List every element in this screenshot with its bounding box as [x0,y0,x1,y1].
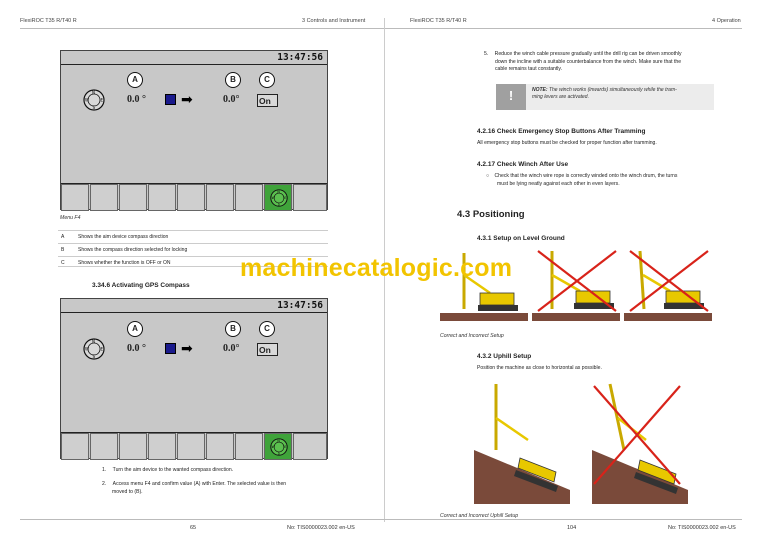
label-b: B [225,72,241,88]
header-rule [20,28,742,29]
step-text: Access menu F4 and confirm value (A) with Enter. The selected value is then [112,481,287,487]
heading-431: 4.3.1 Setup on Level Ground [477,235,565,242]
paragraph-432: Position the machine as close to horizontal as possible. [477,365,602,371]
clock-display: 13:47:56 [277,300,323,311]
table-key: B [61,247,65,253]
heading-43-positioning: 4.3 Positioning [457,209,525,220]
title-separator [61,64,327,65]
svg-text:E: E [284,196,287,201]
menu-f4-screen [60,50,328,210]
right-footer-doc: No: TIS0000023.002 en-US [668,525,736,531]
function-key-f4[interactable] [148,184,176,211]
svg-text:E: E [284,445,287,450]
compass-icon [270,438,288,456]
step-number: 5. [484,51,489,57]
function-key-f3[interactable] [119,184,147,211]
function-key-f2[interactable] [90,433,118,460]
note-line: The winch works (inwards) simultaneously while the tram- [547,87,677,93]
level-setup-caption: Correct and Incorrect Setup [440,333,504,339]
svg-text:N: N [92,339,95,344]
table-key: A [61,234,65,240]
arrow-right-icon: ➡ [181,340,193,356]
uphill-setup-figure [474,378,688,508]
bullet-marker: ○ [486,173,490,179]
menu-f4-caption: Menu F4 [60,215,81,221]
label-a: A [127,72,143,88]
table-key: C [61,260,65,266]
value-b: 0.0° [223,94,240,105]
function-key-bar [61,433,327,460]
note-text [532,87,677,102]
svg-text:N: N [92,90,95,95]
function-key-f1[interactable] [61,184,89,211]
function-key-f7[interactable] [235,433,263,460]
step-1 [102,467,233,475]
function-key-f5[interactable] [177,184,205,211]
svg-text:W: W [85,346,89,352]
paragraph-4216: All emergency stop buttons must be checked for proper function after tramming. [477,140,657,146]
direction-square-icon [165,94,176,105]
label-c: C [259,321,275,337]
heading-4216: 4.2.16 Check Emergency Stop Buttons After Tramming [477,128,646,135]
function-key-f5[interactable] [177,433,205,460]
note-line: ming levers are activated. [532,94,589,101]
on-off-indicator: On [257,343,278,356]
function-key-f1[interactable] [61,433,89,460]
function-key-bar [61,184,327,211]
right-header-title: FlexiROC T35 R/T40 R [410,18,467,24]
gps-compass-screen [60,298,328,459]
section-heading-gps-compass: 3.34.6 Activating GPS Compass [92,282,190,289]
arrow-right-icon: ➡ [181,91,193,107]
svg-text:E: E [100,346,104,352]
svg-text:E: E [100,97,104,103]
function-key-f9[interactable] [293,433,327,460]
table-value: Shows the aim device compass direction [78,234,169,240]
table-row [58,243,328,254]
function-key-f2[interactable] [90,184,118,211]
footer-rule [20,519,742,520]
function-key-f6[interactable] [206,184,234,211]
step-2 [102,481,286,496]
right-header-section: 4 Operation [712,18,741,24]
bullet-text: must be lying neatly against each other in even layers. [497,180,620,187]
table-value: Shows whether the function is OFF or ON [78,260,171,266]
function-key-compass[interactable] [264,433,292,460]
note-box [496,84,714,110]
function-key-f6[interactable] [206,433,234,460]
bullet-4217 [486,173,677,188]
function-key-f9[interactable] [293,184,327,211]
left-footer-page: 65 [190,525,197,531]
svg-text:W: W [271,445,275,450]
right-footer-page: 104 [567,525,577,531]
direction-square-icon [165,343,176,354]
label-c: C [259,72,275,88]
heading-432: 4.3.2 Uphill Setup [477,353,532,360]
label-a: A [127,321,143,337]
step-number: 2. [102,481,107,487]
function-key-f3[interactable] [119,433,147,460]
function-key-f4[interactable] [148,433,176,460]
svg-text:S: S [92,354,96,359]
svg-text:N: N [277,439,280,444]
table-row [58,230,328,241]
value-b: 0.0° [223,343,240,354]
step-text: cable remains taut constantly. [495,66,563,73]
table-value: Shows the compass direction selected for locking [78,247,188,253]
heading-4217: 4.2.17 Check Winch After Use [477,161,569,168]
svg-text:S: S [92,105,96,110]
left-header-section: 3 Controls and Instrument [302,18,366,24]
compass-icon [270,189,288,207]
step-5 [484,51,682,74]
compass-icon [83,338,105,360]
watermark: machinecatalogic.com [240,254,513,282]
svg-text:W: W [85,97,89,103]
left-footer-doc: No: TIS0000023.002 en-US [287,525,355,531]
clock-display: 13:47:56 [277,52,323,63]
svg-text:S: S [277,202,280,207]
step-text: down the incline with a suitable counterbalance from the winch. Make sure that the [495,58,682,65]
function-key-f7[interactable] [235,184,263,211]
svg-text:W: W [271,196,275,201]
step-text: moved to (B). [112,488,143,495]
step-number: 1. [102,467,107,473]
svg-text:N: N [277,190,280,195]
note-label: NOTE: [532,87,548,93]
exclamation-icon: ! [496,84,526,110]
on-off-indicator: On [257,94,278,107]
compass-icon [83,89,105,111]
step-text: Reduce the winch cable pressure gradually until the drill rig can be driven smoothly [494,51,682,57]
step-text: Turn the aim device to the wanted compass direction. [112,467,234,473]
bullet-text: Check that the winch wire rope is correctly winded onto the winch drum, the turns [494,173,678,179]
label-b: B [225,321,241,337]
uphill-setup-caption: Correct and Incorrect Uphill Setup [440,513,519,519]
value-a: 0.0 ° [127,343,146,354]
left-header-title: FlexiROC T35 R/T40 R [20,18,77,24]
function-key-compass[interactable] [264,184,292,211]
value-a: 0.0 ° [127,94,146,105]
title-separator [61,312,327,313]
svg-text:S: S [277,451,280,456]
